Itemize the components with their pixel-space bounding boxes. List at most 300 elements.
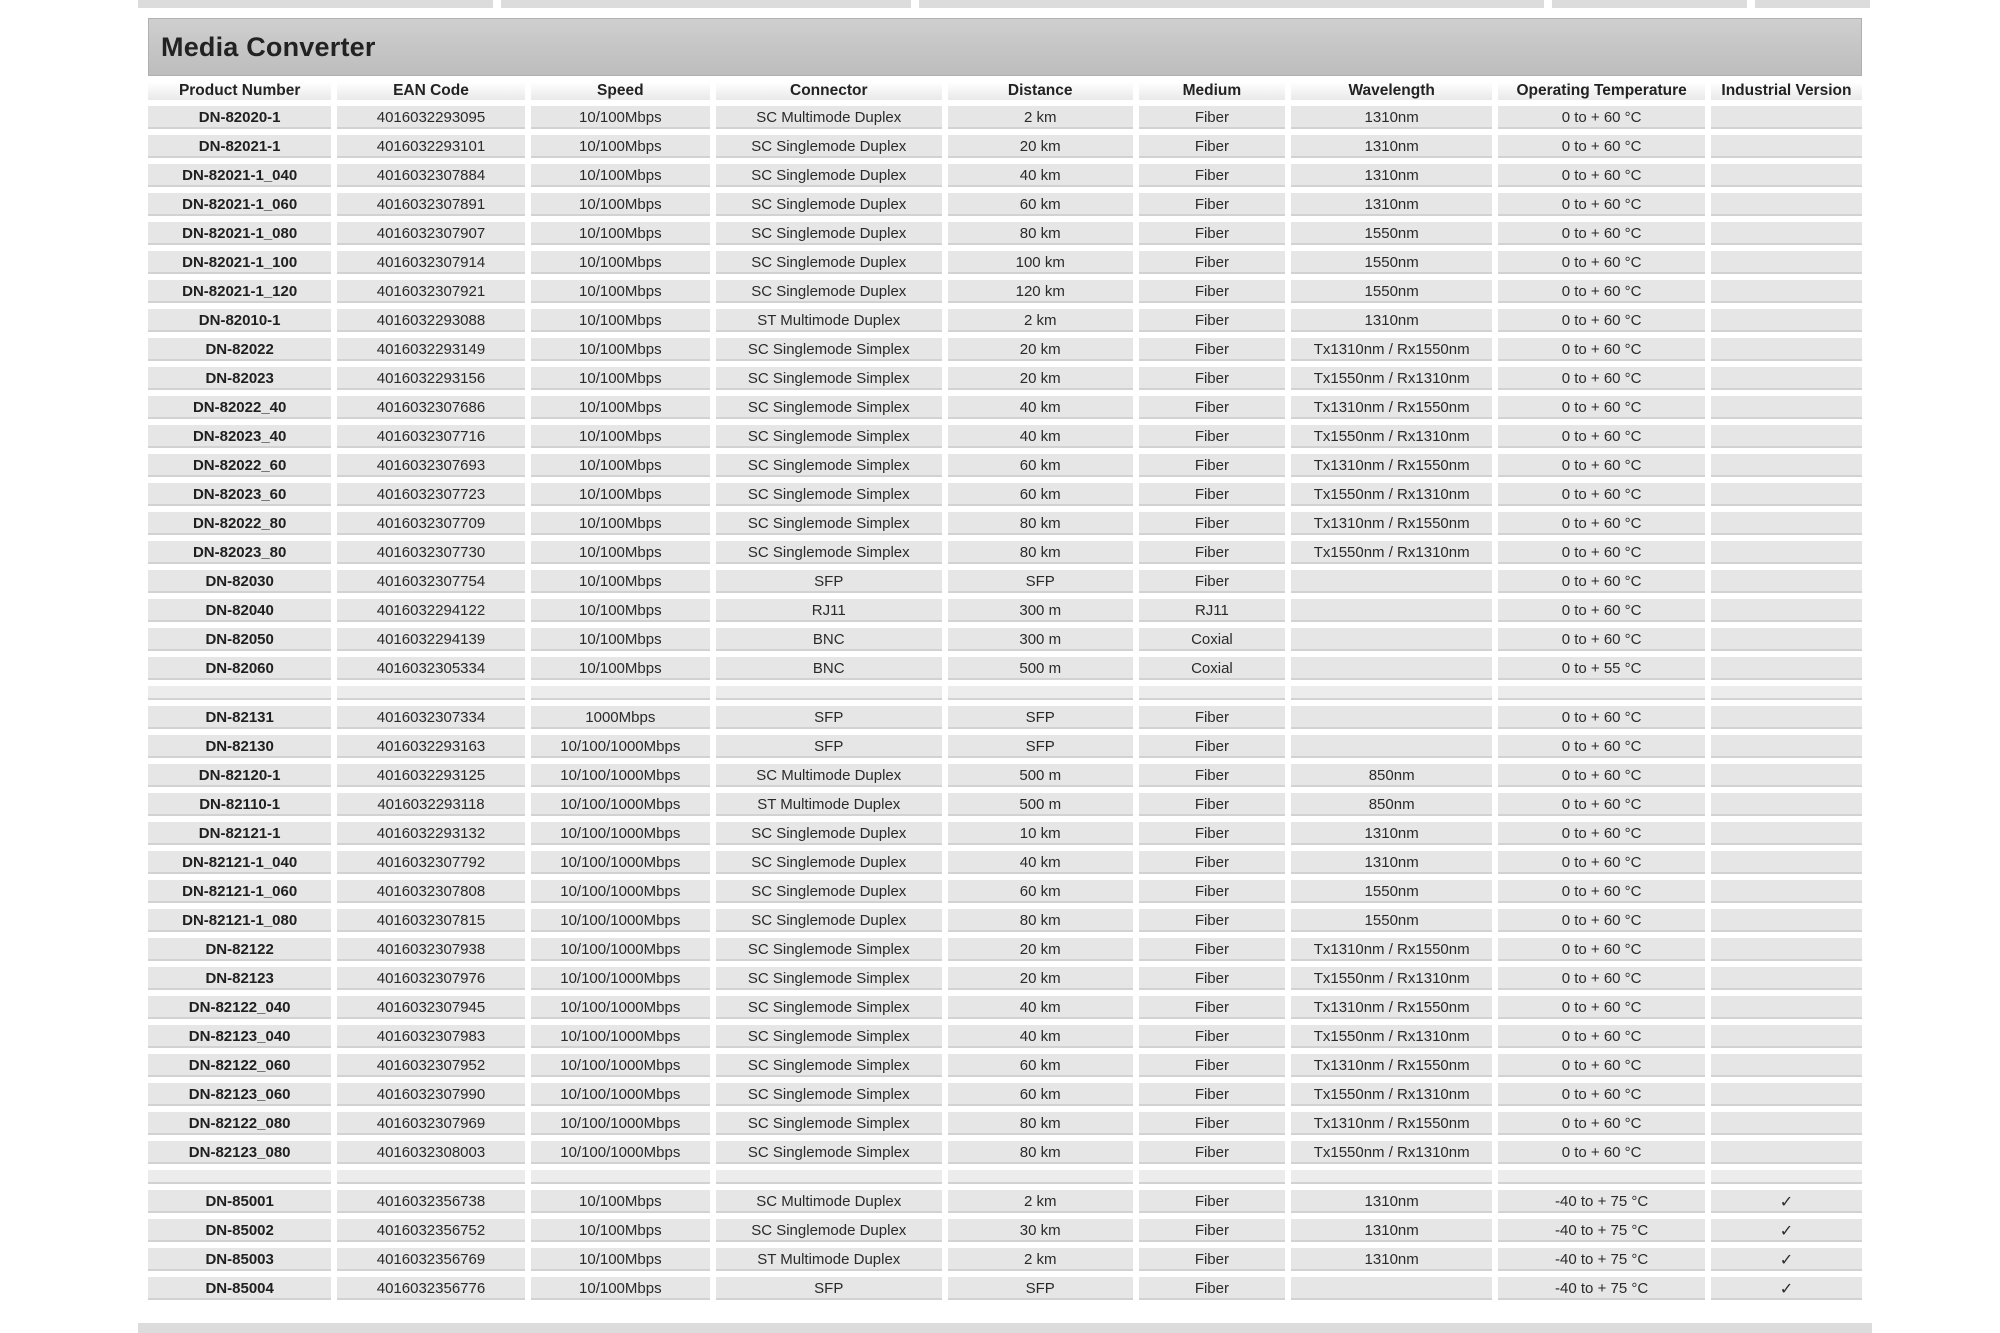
cell-wavelength: 850nm — [1291, 793, 1492, 816]
cell-speed: 10/100/1000Mbps — [531, 909, 710, 932]
cell-connector: SC Singlemode Duplex — [716, 822, 942, 845]
cell-wavelength: 1310nm — [1291, 1219, 1492, 1242]
cell-wavelength — [1291, 599, 1492, 622]
cell-medium: Fiber — [1139, 851, 1285, 874]
cell-connector: SC Singlemode Simplex — [716, 338, 942, 361]
cell-industrial-version — [1711, 483, 1862, 506]
cell-connector: RJ11 — [716, 599, 942, 622]
cell-ean-code: 4016032307723 — [337, 483, 524, 506]
cell-product-number: DN-82021-1_120 — [148, 280, 331, 303]
table-row — [148, 880, 1862, 903]
cell-product-number: DN-82123_080 — [148, 1141, 331, 1164]
cell-wavelength — [1291, 1277, 1492, 1300]
cell-wavelength: 1550nm — [1291, 880, 1492, 903]
cell-speed: 10/100Mbps — [531, 338, 710, 361]
cell-industrial-version — [1711, 1083, 1862, 1106]
column-header-ean-code: EAN Code — [337, 82, 524, 100]
cell-ean-code: 4016032293156 — [337, 367, 524, 390]
cell-distance: 60 km — [948, 1054, 1133, 1077]
cell-wavelength: 850nm — [1291, 764, 1492, 787]
cell-medium: Fiber — [1139, 1141, 1285, 1164]
cell-connector: SC Singlemode Simplex — [716, 1083, 942, 1106]
cell-operating-temperature: 0 to + 60 °C — [1498, 1054, 1704, 1077]
cell-distance: 40 km — [948, 851, 1133, 874]
cell-speed: 10/100Mbps — [531, 1277, 710, 1300]
cell-product-number: DN-82123_040 — [148, 1025, 331, 1048]
cell-operating-temperature: 0 to + 60 °C — [1498, 570, 1704, 593]
cell-distance: 60 km — [948, 483, 1133, 506]
cell-speed: 10/100/1000Mbps — [531, 1054, 710, 1077]
cell-speed: 10/100/1000Mbps — [531, 1025, 710, 1048]
cell-medium: Coxial — [1139, 628, 1285, 651]
column-header-operating-temperature: Operating Temperature — [1498, 82, 1704, 100]
cell-industrial-version — [1711, 512, 1862, 535]
cell-industrial-version — [1711, 1054, 1862, 1077]
top-divider-bar — [138, 0, 1872, 8]
cell-medium: Fiber — [1139, 396, 1285, 419]
cell-medium: Fiber — [1139, 764, 1285, 787]
industrial-check-icon: ✓ — [1711, 1190, 1862, 1213]
cell-operating-temperature: 0 to + 55 °C — [1498, 657, 1704, 680]
cell-speed: 10/100Mbps — [531, 657, 710, 680]
cell-speed: 10/100/1000Mbps — [531, 793, 710, 816]
cell-industrial-version — [1711, 396, 1862, 419]
cell-distance: 100 km — [948, 251, 1133, 274]
cell-distance: 60 km — [948, 880, 1133, 903]
cell-speed: 10/100Mbps — [531, 135, 710, 158]
cell-distance: 2 km — [948, 1190, 1133, 1213]
cell-connector: SC Singlemode Simplex — [716, 938, 942, 961]
cell-speed: 10/100/1000Mbps — [531, 880, 710, 903]
table-row — [148, 1248, 1862, 1271]
cell-product-number: DN-82030 — [148, 570, 331, 593]
spacer-cell — [716, 1170, 942, 1184]
cell-operating-temperature: 0 to + 60 °C — [1498, 483, 1704, 506]
cell-connector: SC Singlemode Duplex — [716, 280, 942, 303]
cell-medium: Fiber — [1139, 735, 1285, 758]
cell-distance: 80 km — [948, 1112, 1133, 1135]
cell-medium: Fiber — [1139, 909, 1285, 932]
spacer-cell — [148, 1170, 331, 1184]
cell-ean-code: 4016032293132 — [337, 822, 524, 845]
cell-ean-code: 4016032305334 — [337, 657, 524, 680]
cell-industrial-version — [1711, 193, 1862, 216]
table-row — [148, 483, 1862, 506]
cell-medium: Fiber — [1139, 1083, 1285, 1106]
cell-distance: 80 km — [948, 541, 1133, 564]
cell-ean-code: 4016032307815 — [337, 909, 524, 932]
table-row — [148, 1277, 1862, 1300]
cell-wavelength: Tx1310nm / Rx1550nm — [1291, 512, 1492, 535]
cell-ean-code: 4016032356776 — [337, 1277, 524, 1300]
cell-wavelength: Tx1310nm / Rx1550nm — [1291, 1112, 1492, 1135]
cell-ean-code: 4016032293095 — [337, 106, 524, 129]
cell-wavelength: 1310nm — [1291, 135, 1492, 158]
cell-wavelength: Tx1310nm / Rx1550nm — [1291, 1054, 1492, 1077]
table-row — [148, 996, 1862, 1019]
table-row — [148, 309, 1862, 332]
cell-medium: Fiber — [1139, 164, 1285, 187]
cell-speed: 10/100Mbps — [531, 280, 710, 303]
cell-medium: Fiber — [1139, 512, 1285, 535]
cell-distance: 20 km — [948, 338, 1133, 361]
cell-industrial-version — [1711, 222, 1862, 245]
cell-medium: Fiber — [1139, 135, 1285, 158]
cell-ean-code: 4016032307921 — [337, 280, 524, 303]
cell-speed: 10/100Mbps — [531, 251, 710, 274]
cell-distance: 60 km — [948, 193, 1133, 216]
cell-ean-code: 4016032307907 — [337, 222, 524, 245]
cell-ean-code: 4016032294139 — [337, 628, 524, 651]
cell-industrial-version — [1711, 309, 1862, 332]
cell-product-number: DN-82122_040 — [148, 996, 331, 1019]
table-row — [148, 512, 1862, 535]
cell-connector: SC Singlemode Simplex — [716, 967, 942, 990]
cell-product-number: DN-82022_60 — [148, 454, 331, 477]
table-row — [148, 909, 1862, 932]
cell-distance: 2 km — [948, 309, 1133, 332]
cell-industrial-version — [1711, 822, 1862, 845]
cell-product-number: DN-82021-1_060 — [148, 193, 331, 216]
cell-industrial-version — [1711, 1141, 1862, 1164]
cell-operating-temperature: 0 to + 60 °C — [1498, 967, 1704, 990]
cell-medium: Fiber — [1139, 251, 1285, 274]
spacer-cell — [948, 1170, 1133, 1184]
table-row — [148, 735, 1862, 758]
cell-industrial-version — [1711, 251, 1862, 274]
cell-wavelength: Tx1550nm / Rx1310nm — [1291, 483, 1492, 506]
table-row — [148, 135, 1862, 158]
cell-speed: 10/100Mbps — [531, 367, 710, 390]
table-row — [148, 106, 1862, 129]
cell-wavelength: Tx1310nm / Rx1550nm — [1291, 938, 1492, 961]
cell-product-number: DN-82060 — [148, 657, 331, 680]
cell-speed: 10/100/1000Mbps — [531, 1112, 710, 1135]
cell-ean-code: 4016032293125 — [337, 764, 524, 787]
spacer-cell — [337, 1170, 524, 1184]
product-table — [142, 76, 1868, 1306]
table-row — [148, 222, 1862, 245]
cell-distance: 300 m — [948, 599, 1133, 622]
group-spacer-row — [148, 686, 1862, 700]
cell-operating-temperature: 0 to + 60 °C — [1498, 1141, 1704, 1164]
cell-operating-temperature: 0 to + 60 °C — [1498, 764, 1704, 787]
cell-industrial-version — [1711, 1112, 1862, 1135]
cell-operating-temperature: -40 to + 75 °C — [1498, 1219, 1704, 1242]
spacer-cell — [1139, 686, 1285, 700]
table-row — [148, 1025, 1862, 1048]
cell-wavelength: 1550nm — [1291, 909, 1492, 932]
cell-connector: SC Singlemode Simplex — [716, 541, 942, 564]
cell-product-number: DN-85003 — [148, 1248, 331, 1271]
cell-industrial-version — [1711, 996, 1862, 1019]
cell-industrial-version — [1711, 967, 1862, 990]
table-row — [148, 367, 1862, 390]
cell-operating-temperature: 0 to + 60 °C — [1498, 880, 1704, 903]
cell-operating-temperature: 0 to + 60 °C — [1498, 938, 1704, 961]
cell-connector: BNC — [716, 628, 942, 651]
cell-medium: Fiber — [1139, 1190, 1285, 1213]
spacer-cell — [531, 686, 710, 700]
cell-speed: 10/100Mbps — [531, 1219, 710, 1242]
cell-ean-code: 4016032356752 — [337, 1219, 524, 1242]
cell-speed: 10/100Mbps — [531, 193, 710, 216]
cell-distance: 120 km — [948, 280, 1133, 303]
cell-ean-code: 4016032307969 — [337, 1112, 524, 1135]
table-row — [148, 396, 1862, 419]
cell-ean-code: 4016032294122 — [337, 599, 524, 622]
cell-product-number: DN-82023_40 — [148, 425, 331, 448]
cell-operating-temperature: 0 to + 60 °C — [1498, 1112, 1704, 1135]
table-row — [148, 425, 1862, 448]
cell-product-number: DN-82121-1 — [148, 822, 331, 845]
cell-medium: Fiber — [1139, 106, 1285, 129]
cell-ean-code: 4016032307945 — [337, 996, 524, 1019]
cell-operating-temperature: 0 to + 60 °C — [1498, 425, 1704, 448]
cell-industrial-version — [1711, 764, 1862, 787]
cell-speed: 10/100Mbps — [531, 309, 710, 332]
cell-product-number: DN-82110-1 — [148, 793, 331, 816]
table-row — [148, 164, 1862, 187]
cell-speed: 10/100Mbps — [531, 512, 710, 535]
cell-medium: RJ11 — [1139, 599, 1285, 622]
cell-industrial-version — [1711, 541, 1862, 564]
cell-wavelength: 1310nm — [1291, 822, 1492, 845]
cell-product-number: DN-82023_60 — [148, 483, 331, 506]
table-row — [148, 967, 1862, 990]
cell-ean-code: 4016032293118 — [337, 793, 524, 816]
table-row — [148, 793, 1862, 816]
cell-distance: 40 km — [948, 1025, 1133, 1048]
cell-operating-temperature: 0 to + 60 °C — [1498, 735, 1704, 758]
cell-operating-temperature: 0 to + 60 °C — [1498, 599, 1704, 622]
cell-operating-temperature: 0 to + 60 °C — [1498, 1083, 1704, 1106]
cell-wavelength: Tx1310nm / Rx1550nm — [1291, 454, 1492, 477]
cell-distance: 300 m — [948, 628, 1133, 651]
table-row — [148, 938, 1862, 961]
cell-speed: 10/100Mbps — [531, 541, 710, 564]
cell-operating-temperature: 0 to + 60 °C — [1498, 193, 1704, 216]
spacer-cell — [1291, 1170, 1492, 1184]
cell-industrial-version — [1711, 425, 1862, 448]
cell-product-number: DN-82122_080 — [148, 1112, 331, 1135]
cell-wavelength: 1550nm — [1291, 222, 1492, 245]
cell-distance: SFP — [948, 1277, 1133, 1300]
cell-operating-temperature: 0 to + 60 °C — [1498, 541, 1704, 564]
cell-wavelength: 1310nm — [1291, 193, 1492, 216]
cell-medium: Fiber — [1139, 706, 1285, 729]
table-row — [148, 338, 1862, 361]
cell-operating-temperature: 0 to + 60 °C — [1498, 706, 1704, 729]
cell-ean-code: 4016032307334 — [337, 706, 524, 729]
column-header-connector: Connector — [716, 82, 942, 100]
cell-industrial-version — [1711, 338, 1862, 361]
cell-wavelength — [1291, 706, 1492, 729]
spacer-cell — [1711, 1170, 1862, 1184]
cell-connector: SC Singlemode Simplex — [716, 1141, 942, 1164]
cell-speed: 10/100/1000Mbps — [531, 851, 710, 874]
cell-medium: Fiber — [1139, 367, 1285, 390]
cell-ean-code: 4016032307914 — [337, 251, 524, 274]
cell-product-number: DN-82122_060 — [148, 1054, 331, 1077]
cell-ean-code: 4016032293163 — [337, 735, 524, 758]
table-row — [148, 251, 1862, 274]
cell-medium: Fiber — [1139, 570, 1285, 593]
cell-product-number: DN-82123 — [148, 967, 331, 990]
table-body — [148, 106, 1862, 1300]
cell-distance: 60 km — [948, 454, 1133, 477]
cell-product-number: DN-82022_80 — [148, 512, 331, 535]
cell-industrial-version — [1711, 164, 1862, 187]
cell-operating-temperature: 0 to + 60 °C — [1498, 628, 1704, 651]
cell-operating-temperature: 0 to + 60 °C — [1498, 909, 1704, 932]
cell-operating-temperature: 0 to + 60 °C — [1498, 396, 1704, 419]
cell-medium: Fiber — [1139, 938, 1285, 961]
cell-ean-code: 4016032307976 — [337, 967, 524, 990]
cell-product-number: DN-82020-1 — [148, 106, 331, 129]
table-row — [148, 1112, 1862, 1135]
cell-wavelength — [1291, 657, 1492, 680]
cell-operating-temperature: 0 to + 60 °C — [1498, 106, 1704, 129]
cell-medium: Fiber — [1139, 1112, 1285, 1135]
cell-medium: Coxial — [1139, 657, 1285, 680]
cell-medium: Fiber — [1139, 454, 1285, 477]
cell-ean-code: 4016032293088 — [337, 309, 524, 332]
cell-distance: 60 km — [948, 1083, 1133, 1106]
cell-operating-temperature: 0 to + 60 °C — [1498, 851, 1704, 874]
cell-wavelength: 1310nm — [1291, 164, 1492, 187]
column-header-industrial-version: Industrial Version — [1711, 82, 1862, 100]
cell-operating-temperature: -40 to + 75 °C — [1498, 1277, 1704, 1300]
cell-wavelength — [1291, 628, 1492, 651]
cell-product-number: DN-82021-1_100 — [148, 251, 331, 274]
section-title-bar — [148, 18, 1862, 76]
table-row — [148, 541, 1862, 564]
cell-wavelength: Tx1550nm / Rx1310nm — [1291, 967, 1492, 990]
table-row — [148, 657, 1862, 680]
cell-product-number: DN-82021-1_080 — [148, 222, 331, 245]
cell-ean-code: 4016032307792 — [337, 851, 524, 874]
cell-industrial-version — [1711, 1025, 1862, 1048]
cell-operating-temperature: 0 to + 60 °C — [1498, 135, 1704, 158]
column-header-wavelength: Wavelength — [1291, 82, 1492, 100]
table-row — [148, 1219, 1862, 1242]
cell-connector: SC Singlemode Duplex — [716, 251, 942, 274]
cell-wavelength: Tx1550nm / Rx1310nm — [1291, 425, 1492, 448]
table-row — [148, 570, 1862, 593]
table-row — [148, 822, 1862, 845]
cell-medium: Fiber — [1139, 967, 1285, 990]
cell-connector: SC Singlemode Duplex — [716, 1219, 942, 1242]
cell-connector: SC Singlemode Duplex — [716, 164, 942, 187]
cell-medium: Fiber — [1139, 309, 1285, 332]
cell-medium: Fiber — [1139, 1054, 1285, 1077]
cell-distance: 40 km — [948, 164, 1133, 187]
cell-distance: 40 km — [948, 996, 1133, 1019]
cell-connector: ST Multimode Duplex — [716, 1248, 942, 1271]
table-row — [148, 280, 1862, 303]
cell-product-number: DN-82010-1 — [148, 309, 331, 332]
industrial-check-icon: ✓ — [1711, 1248, 1862, 1271]
table-row — [148, 1190, 1862, 1213]
spacer-cell — [948, 686, 1133, 700]
cell-operating-temperature: 0 to + 60 °C — [1498, 367, 1704, 390]
column-header-medium: Medium — [1139, 82, 1285, 100]
cell-medium: Fiber — [1139, 222, 1285, 245]
cell-connector: SC Singlemode Duplex — [716, 135, 942, 158]
cell-wavelength: Tx1310nm / Rx1550nm — [1291, 996, 1492, 1019]
cell-ean-code: 4016032307952 — [337, 1054, 524, 1077]
cell-operating-temperature: 0 to + 60 °C — [1498, 996, 1704, 1019]
cell-product-number: DN-82023_80 — [148, 541, 331, 564]
cell-medium: Fiber — [1139, 793, 1285, 816]
bottom-divider-bar — [138, 1323, 1872, 1333]
cell-wavelength: Tx1310nm / Rx1550nm — [1291, 396, 1492, 419]
cell-connector: SC Singlemode Duplex — [716, 880, 942, 903]
cell-operating-temperature: 0 to + 60 °C — [1498, 793, 1704, 816]
cell-ean-code: 4016032307938 — [337, 938, 524, 961]
page-title: Media Converter — [161, 31, 376, 62]
cell-speed: 10/100/1000Mbps — [531, 1141, 710, 1164]
cell-medium: Fiber — [1139, 280, 1285, 303]
cell-connector: SFP — [716, 1277, 942, 1300]
cell-speed: 10/100/1000Mbps — [531, 735, 710, 758]
table-header-row — [148, 82, 1862, 100]
cell-wavelength: Tx1550nm / Rx1310nm — [1291, 1083, 1492, 1106]
cell-speed: 10/100Mbps — [531, 164, 710, 187]
cell-product-number: DN-82131 — [148, 706, 331, 729]
cell-connector: SC Singlemode Simplex — [716, 454, 942, 477]
cell-connector: SFP — [716, 570, 942, 593]
cell-wavelength: 1310nm — [1291, 309, 1492, 332]
cell-distance: 80 km — [948, 909, 1133, 932]
cell-product-number: DN-82121-1_040 — [148, 851, 331, 874]
cell-ean-code: 4016032356769 — [337, 1248, 524, 1271]
cell-distance: SFP — [948, 570, 1133, 593]
cell-connector: ST Multimode Duplex — [716, 793, 942, 816]
cell-industrial-version — [1711, 628, 1862, 651]
cell-industrial-version — [1711, 599, 1862, 622]
cell-connector: SC Singlemode Simplex — [716, 1112, 942, 1135]
cell-speed: 1000Mbps — [531, 706, 710, 729]
cell-speed: 10/100Mbps — [531, 599, 710, 622]
cell-connector: SC Singlemode Duplex — [716, 193, 942, 216]
cell-product-number: DN-82050 — [148, 628, 331, 651]
cell-distance: 500 m — [948, 793, 1133, 816]
cell-medium: Fiber — [1139, 425, 1285, 448]
cell-industrial-version — [1711, 135, 1862, 158]
cell-medium: Fiber — [1139, 483, 1285, 506]
spacer-cell — [1291, 686, 1492, 700]
spacer-cell — [148, 686, 331, 700]
table-row — [148, 454, 1862, 477]
cell-speed: 10/100Mbps — [531, 106, 710, 129]
cell-product-number: DN-82021-1 — [148, 135, 331, 158]
cell-wavelength — [1291, 570, 1492, 593]
cell-distance: 500 m — [948, 764, 1133, 787]
cell-operating-temperature: 0 to + 60 °C — [1498, 164, 1704, 187]
cell-speed: 10/100Mbps — [531, 222, 710, 245]
cell-medium: Fiber — [1139, 193, 1285, 216]
cell-ean-code: 4016032307693 — [337, 454, 524, 477]
cell-speed: 10/100/1000Mbps — [531, 822, 710, 845]
cell-product-number: DN-82121-1_060 — [148, 880, 331, 903]
cell-medium: Fiber — [1139, 1277, 1285, 1300]
table-row — [148, 764, 1862, 787]
cell-speed: 10/100Mbps — [531, 1248, 710, 1271]
table-row — [148, 193, 1862, 216]
cell-distance: 500 m — [948, 657, 1133, 680]
